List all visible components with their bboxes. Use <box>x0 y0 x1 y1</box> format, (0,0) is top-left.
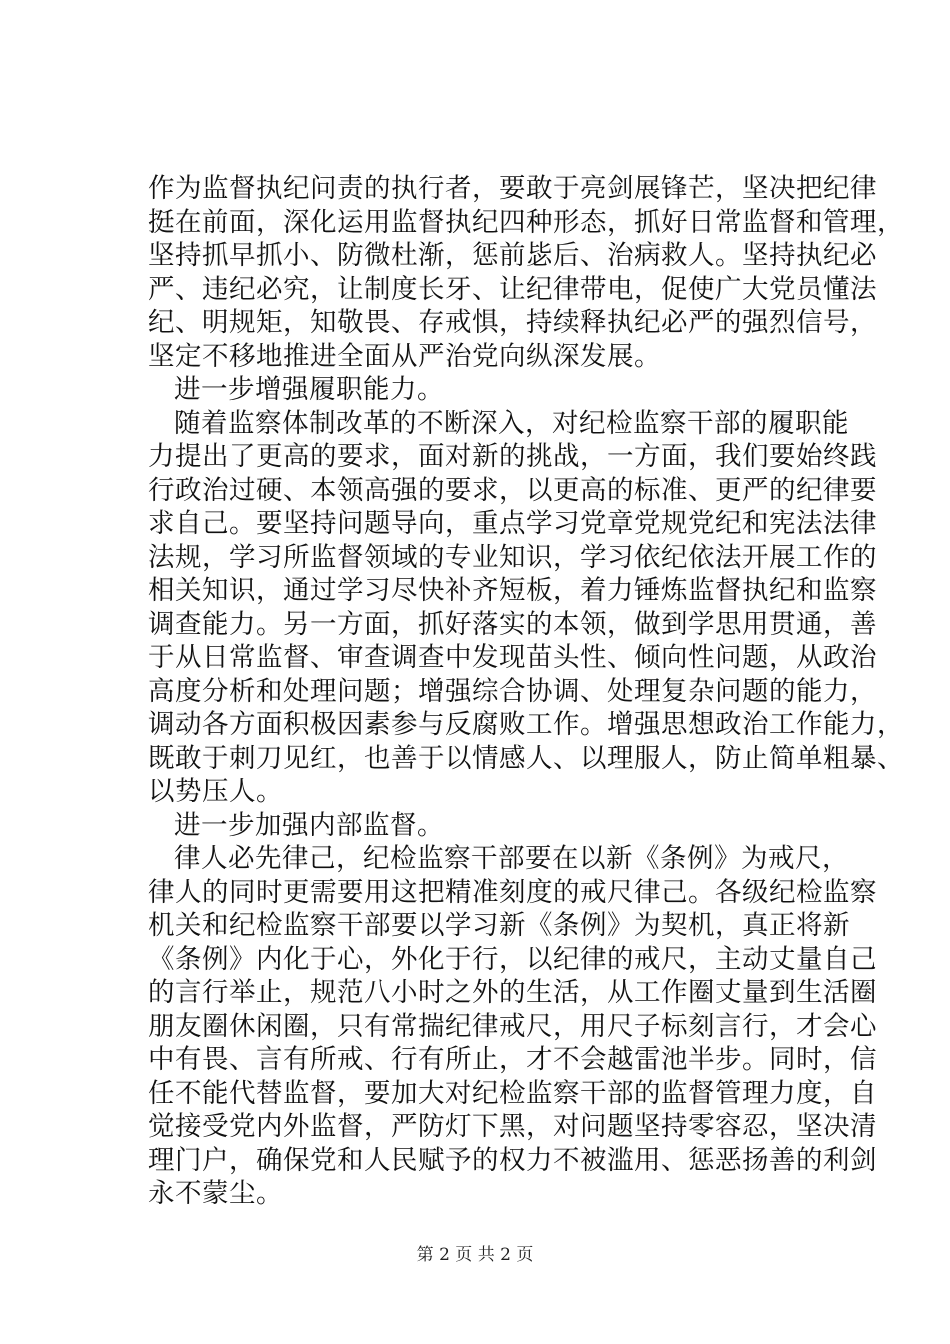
text-line: 理门户，确保党和人民赋予的权力不被滥用、惩恶扬善的利剑 <box>148 1144 877 1176</box>
text-line: 朋友圈休闲圈，只有常揣纪律戒尺，用尺子标刻言行，才会心 <box>148 1010 877 1042</box>
text-line: 严、违纪必究，让制度长牙、让纪律带电，促使广大党员懂法 <box>148 273 877 305</box>
text-line: 律人的同时更需要用这把精准刻度的戒尺律己。各级纪检监察 <box>148 876 877 908</box>
text-line: 既敢于刺刀见红，也善于以情感人、以理服人，防止简单粗暴、 <box>148 742 904 774</box>
text-line: 调动各方面积极因素参与反腐败工作。增强思想政治工作能力， <box>148 709 904 740</box>
text-line: 觉接受党内外监督，严防灯下黑，对问题坚持零容忍，坚决清 <box>148 1111 877 1142</box>
text-line: 挺在前面，深化运用监督执纪四种形态，抓好日常监督和管理， <box>148 206 904 238</box>
section-heading: 进一步加强内部监督。 <box>174 809 444 841</box>
text-line: 力提出了更高的要求，面对新的挑战，一方面，我们要始终践 <box>148 441 877 472</box>
text-line: 行政治过硬、本领高强的要求，以更高的标准、更严的纪律要 <box>148 474 877 506</box>
text-line: 纪、明规矩，知敬畏、存戒惧，持续释执纪必严的强烈信号， <box>148 307 877 338</box>
text-line: 机关和纪检监察干部要以学习新《条例》为契机，真正将新 <box>148 910 850 941</box>
section-heading: 进一步增强履职能力。 <box>174 374 444 405</box>
text-line: 求自己。要坚持问题导向，重点学习党章党规党纪和宪法法律 <box>148 508 877 539</box>
text-line: 中有畏、言有所戒、行有所止，才不会越雷池半步。同时，信 <box>148 1044 877 1075</box>
text-line: 于从日常监督、审查调查中发现苗头性、倾向性问题，从政治 <box>148 642 877 673</box>
text-line: 以势压人。 <box>148 776 283 807</box>
text-line: 调查能力。另一方面，抓好落实的本领，做到学思用贯通，善 <box>148 608 877 640</box>
text-line: 法规，学习所监督领域的专业知识，学习依纪依法开展工作的 <box>148 541 877 573</box>
text-line: 永不蒙尘。 <box>148 1178 283 1209</box>
document-body <box>148 172 904 1211</box>
paragraph-first-line: 随着监察体制改革的不断深入，对纪检监察干部的履职能 <box>174 407 849 439</box>
text-line: 《条例》内化于心，外化于行，以纪律的戒尺，主动丈量自己 <box>148 943 877 975</box>
text-line: 相关知识，通过学习尽快补齐短板，着力锤炼监督执纪和监察 <box>148 575 877 606</box>
text-line: 任不能代替监督，要加大对纪检监察干部的监督管理力度，自 <box>148 1077 877 1109</box>
text-line: 的言行举止，规范八小时之外的生活，从工作圈丈量到生活圈 <box>148 977 877 1008</box>
text-line: 坚持抓早抓小、防微杜渐，惩前毖后、治病救人。坚持执纪必 <box>148 240 877 271</box>
paragraph-first-line: 律人必先律己，纪检监察干部要在以新《条例》为戒尺， <box>174 843 849 874</box>
text-line: 坚定不移地推进全面从严治党向纵深发展。 <box>148 340 661 372</box>
text-line: 高度分析和处理问题；增强综合协调、处理复杂问题的能力， <box>148 675 877 707</box>
page-footer <box>0 1244 950 1266</box>
text-line: 作为监督执纪问责的执行者，要敢于亮剑展锋芒，坚决把纪律 <box>148 173 877 204</box>
page-number: 第 2 页 共 2 页 <box>416 1245 534 1265</box>
